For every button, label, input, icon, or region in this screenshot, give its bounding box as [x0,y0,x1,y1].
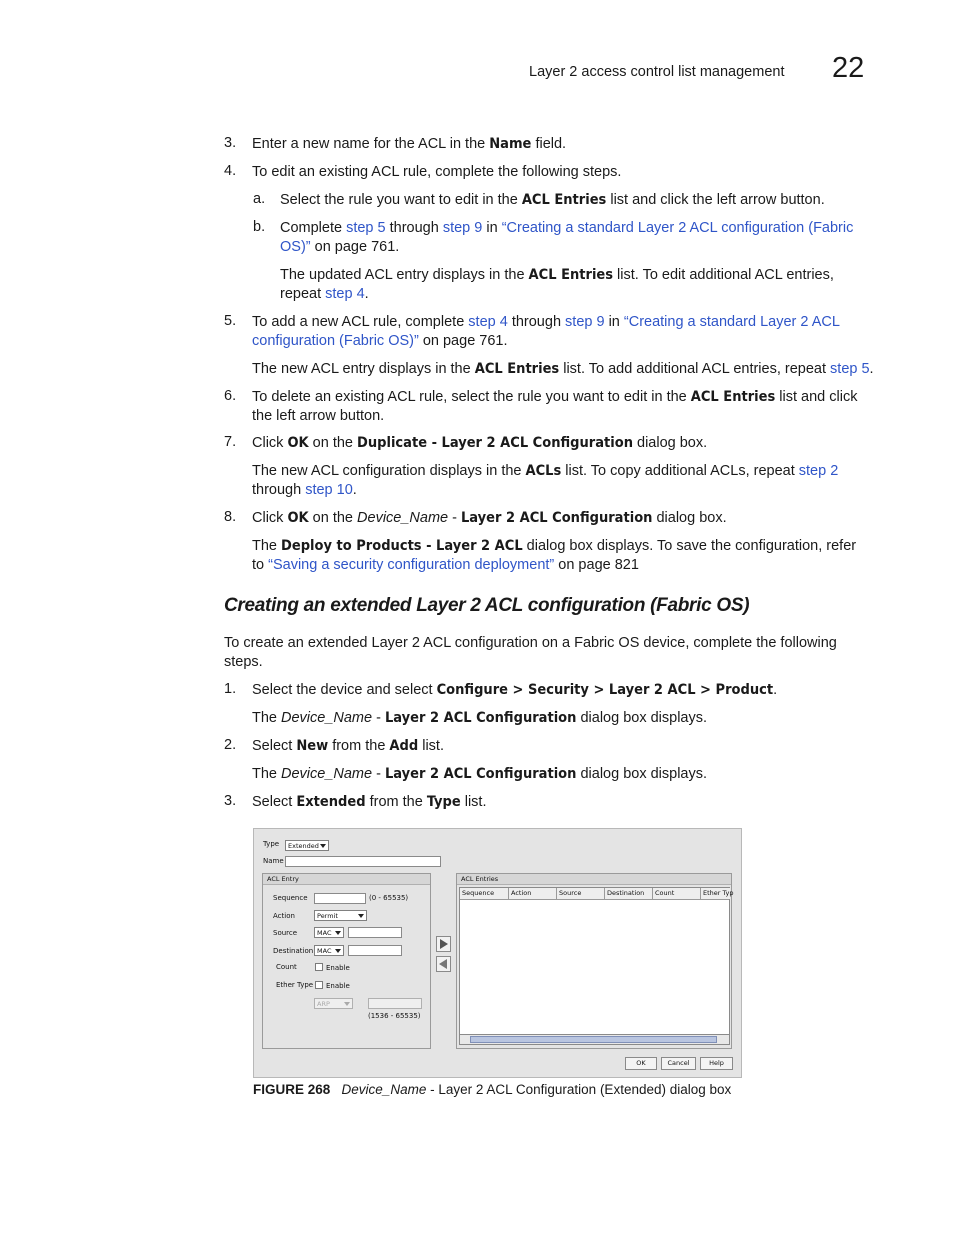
chevron-down-icon [335,931,341,935]
source-label: Source [273,929,298,937]
ether-type-input[interactable] [368,998,422,1009]
step-7-note: The new ACL configuration displays in the ACLs list. To copy additional ACLs, repeat step 2 through step 10. [252,463,839,498]
step-8-note: The Deploy to Products - Layer 2 ACL dialog box displays. To save the configuration, refer to “Saving a security configuration deployment” on page 821 [252,538,857,573]
step-5-note: The new ACL entry displays in the ACL Entries list. To add additional ACL entries, repeat step 5. [252,361,874,377]
step-8: Click OK on the Device_Name - Layer 2 ACL Configuration dialog box. [252,510,727,526]
ether-range: (1536 - 65535) [368,1012,421,1020]
link-standard-acl-section[interactable]: “Creating a standard Layer 2 ACL configuration (Fabric OS)” [280,220,854,255]
link-step-10[interactable]: step 10 [305,482,353,498]
acl-entries-panel [456,873,732,1049]
chapter-number: 22 [832,52,865,84]
chevron-down-icon [358,914,364,918]
section-step-2: Select New from the Add list. [252,738,444,754]
name-input[interactable] [285,856,441,867]
arrow-right-icon [437,937,450,951]
section-step-3: Select Extended from the Type list. [252,794,487,810]
col-count[interactable]: Count [653,888,701,899]
section-step-1-note: The Device_Name - Layer 2 ACL Configuration dialog box displays. [252,710,708,726]
step-number: 5. [224,313,237,329]
col-sequence[interactable]: Sequence [460,888,509,899]
ether-type-select[interactable]: ARP [314,998,353,1009]
cancel-button[interactable]: Cancel [661,1057,696,1070]
destination-select[interactable]: MAC [314,945,344,956]
add-entry-button[interactable] [436,936,451,952]
link-step-5[interactable]: step 5 [346,220,386,236]
chevron-down-icon [320,844,326,848]
source-select[interactable]: MAC [314,927,344,938]
col-ether-type[interactable]: Ether Typ [703,889,734,897]
step-number: 7. [224,434,237,450]
step-number: 6. [224,388,237,404]
scrollbar-thumb[interactable] [470,1036,717,1043]
sequence-input[interactable] [314,893,366,904]
sequence-range: (0 - 65535) [369,894,409,902]
running-header: Layer 2 access control list management [529,64,785,80]
type-select[interactable]: Extended [285,840,329,851]
step-4: To edit an existing ACL rule, complete the following steps. [252,164,622,180]
destination-input[interactable] [348,945,402,956]
chevron-down-icon [335,949,341,953]
count-enable-label: Enable [326,964,350,972]
step-3: Enter a new name for the ACL in the Name field. [252,136,567,152]
link-step-4[interactable]: step 4 [468,314,508,330]
ether-type-label: Ether Type [276,981,314,989]
step-4b-note: The updated ACL entry displays in the ACL Entries list. To edit additional ACL entries, repeat step 4. [280,267,834,302]
count-label: Count [276,963,297,971]
link-step-9[interactable]: step 9 [565,314,605,330]
step-number: 3. [224,135,237,151]
link-standard-acl-section[interactable]: “Creating a standard Layer 2 ACL configuration (Fabric OS)” [252,314,840,349]
col-action[interactable]: Action [509,888,557,899]
header-divider [460,899,729,900]
step-number: 1. [224,681,237,697]
step-5: To add a new ACL rule, complete step 4 through step 9 in “Creating a standard Layer 2 ACL configuration (Fabric OS)” on page 761. [252,314,840,349]
acl-entry-title: ACL Entry [263,874,430,885]
action-select[interactable]: Permit [314,910,367,921]
step-number: 4. [224,163,237,179]
substep-letter: a. [253,191,266,207]
link-step-2[interactable]: step 2 [798,463,839,479]
source-input[interactable] [348,927,402,938]
step-7: Click OK on the Duplicate - Layer 2 ACL Configuration dialog box. [252,435,708,451]
figure-caption: FIGURE 268 Device_Name - Layer 2 ACL Configuration (Extended) dialog box [253,1082,732,1097]
col-destination[interactable]: Destination [605,888,653,899]
help-button[interactable]: Help [700,1057,733,1070]
acl-entry-panel [262,873,431,1049]
action-label: Action [273,912,295,920]
step-number: 8. [224,509,237,525]
section-heading: Creating an extended Layer 2 ACL configuration (Fabric OS) [224,595,750,616]
col-source[interactable]: Source [557,888,605,899]
type-label: Type [263,840,280,848]
ether-enable-label: Enable [326,982,350,990]
link-step-9[interactable]: step 9 [442,220,483,236]
remove-entry-button[interactable] [436,956,451,972]
arrow-left-icon [437,957,450,971]
destination-label: Destination [273,947,314,955]
step-number: 3. [224,793,237,809]
ok-button[interactable]: OK [625,1057,657,1070]
step-4a: Select the rule you want to edit in the ACL Entries list and click the left arrow button. [280,192,825,208]
step-6: To delete an existing ACL rule, select the rule you want to edit in the ACL Entries list and click the left arrow button. [252,389,858,424]
ether-type-checkbox[interactable] [315,981,323,989]
chevron-down-icon [344,1002,350,1006]
substep-letter: b. [253,219,266,235]
step-4b: Complete step 5 through step 9 in “Creating a standard Layer 2 ACL configuration (Fabric OS)” on page 761. [280,220,854,255]
acl-entries-title: ACL Entries [457,874,731,885]
link-saving-deployment[interactable]: “Saving a security configuration deployment” [268,557,555,573]
count-checkbox[interactable] [315,963,323,971]
section-intro: To create an extended Layer 2 ACL configuration on a Fabric OS device, complete the following steps. [224,635,837,670]
name-label: Name [263,857,284,865]
step-number: 2. [224,737,237,753]
link-step-5[interactable]: step 5 [830,361,870,377]
sequence-label: Sequence [273,894,308,902]
acl-entries-table[interactable] [459,887,734,1035]
section-step-1: Select the device and select Configure > Security > Layer 2 ACL > Product. [252,682,778,698]
horizontal-scrollbar[interactable] [459,1034,730,1045]
acl-config-dialog [253,828,742,1078]
section-step-2-note: The Device_Name - Layer 2 ACL Configuration dialog box displays. [252,766,708,782]
link-step-4[interactable]: step 4 [325,286,365,302]
